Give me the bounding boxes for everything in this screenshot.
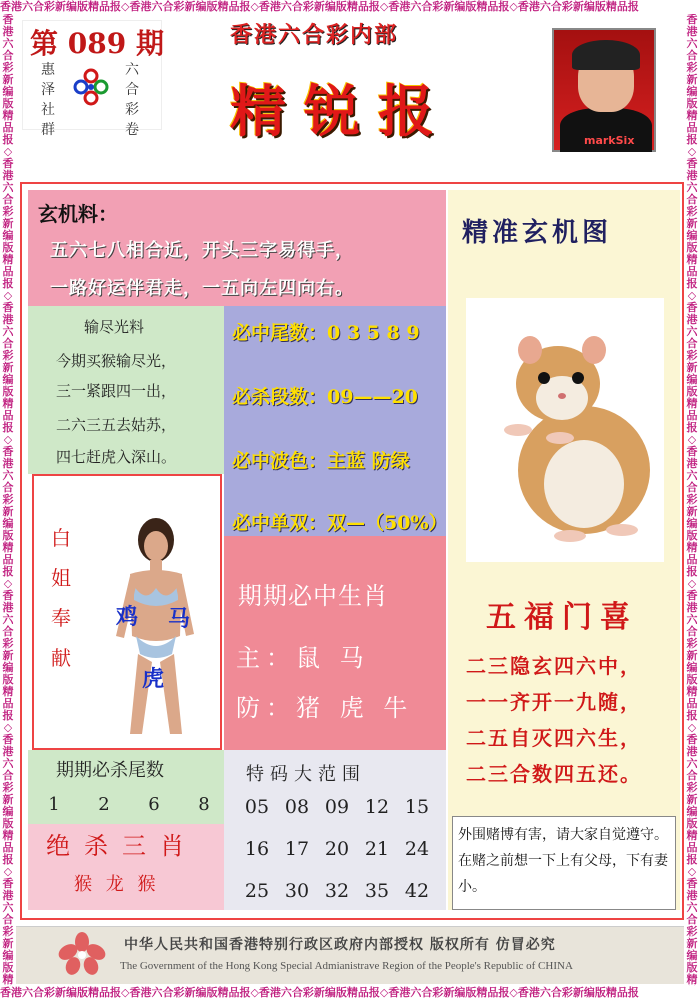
riddle-line: 一路好运伴君走，一五向左四向右。 <box>50 278 354 299</box>
zodiac-guard: 防：猪 虎 牛 <box>236 694 414 722</box>
lady-vertical-text <box>48 518 74 678</box>
lady-char: 献 <box>51 646 71 670</box>
brand-title: 香港六合彩内部 <box>230 22 399 48</box>
lady-zodiac: 虎 <box>142 666 165 692</box>
range-number: 32 <box>324 880 350 902</box>
key-line-oddeven: 必中单双：双—（50%） <box>232 512 448 534</box>
range-number: 17 <box>284 838 310 860</box>
zodiac-title: 期期必中生肖 <box>238 582 388 610</box>
poem-line: 四七赶虎入深山。 <box>56 448 177 466</box>
footer-english-text: The Government of the Hong Kong Special Admianistrave Region of the People's Republic of CHINA <box>120 960 573 972</box>
top-border-text: 香港六合彩新编版精品报◇香港六合彩新编版精品报◇香港六合彩新编版精品报◇香港六合彩新编版精品报◇香港六合彩新编版精品报 <box>0 0 639 13</box>
lottery-logo-icon <box>72 68 110 106</box>
range-number: 12 <box>364 796 390 818</box>
range-number: 20 <box>324 838 350 860</box>
left-border-text: 香港六合彩新编版精品报◇香港六合彩新编版精品报◇香港六合彩新编版精品报◇香港六合彩新编版精品报◇香港六合彩新编版精品报◇香港六合彩新编版精品报◇香港六合彩新编版精 <box>2 14 14 986</box>
footer-chinese-text: 中华人民共和国香港特别行政区政府内部授权 版权所有 仿冒必究 <box>124 937 556 953</box>
fortune-line: 二五自灭四六生， <box>466 726 642 750</box>
logo-left-text: 惠泽社群 <box>41 62 55 138</box>
riddle-line: 五六七八相合近，开头三字易得手， <box>50 240 354 261</box>
notice-text: 外围赌博有害，请大家自觉遵守。在赌之前想一下上有父母，下有妻小。 <box>458 827 668 895</box>
range-title: 特码大范围 <box>246 764 366 785</box>
presenter-photo <box>552 28 656 152</box>
hamster-box <box>466 298 664 562</box>
fortune-title: 五福门喜 <box>486 600 638 635</box>
photo-logo: markSix <box>584 134 635 147</box>
poem-line: 今期买猴输尽光， <box>56 352 177 370</box>
photo-hair <box>572 40 640 70</box>
fortune-line: 一一齐开一九随， <box>466 690 642 714</box>
range-number: 21 <box>364 838 390 860</box>
kill-digit: 1 <box>48 794 60 815</box>
lady-char: 姐 <box>51 566 71 590</box>
bauhinia-flower-icon <box>56 932 108 976</box>
range-number: 42 <box>404 880 430 902</box>
kill-title: 期期必杀尾数 <box>56 760 164 781</box>
range-number: 35 <box>364 880 390 902</box>
riddle-label: 玄机料： <box>38 202 118 226</box>
fortune-line: 二三合数四五还。 <box>466 762 642 786</box>
lady-char: 奉 <box>51 606 71 630</box>
key-line-tail: 必中尾数：0 3 5 8 9 <box>232 322 420 344</box>
hamster-image <box>466 298 664 562</box>
logo-block <box>34 60 152 138</box>
range-number: 25 <box>244 880 270 902</box>
range-number: 24 <box>404 838 430 860</box>
three-animals: 猴 龙 猴 <box>74 874 160 895</box>
lady-char: 白 <box>51 526 71 550</box>
poem-line: 三一紧跟四一出， <box>56 382 177 400</box>
page-title: 精锐报 <box>230 79 452 145</box>
zodiac-main: 主：鼠 马 <box>236 644 370 672</box>
three-title: 绝杀三肖 <box>46 832 198 860</box>
right-border-text: 香港六合彩新编版精品报◇香港六合彩新编版精品报◇香港六合彩新编版精品报◇香港六合彩新编版精品报◇香港六合彩新编版精品报◇香港六合彩新编版精品报◇香港六合彩新编版精 <box>686 14 698 986</box>
kill-digit: 6 <box>148 794 160 815</box>
bottom-border-text: 香港六合彩新编版精品报◇香港六合彩新编版精品报◇香港六合彩新编版精品报◇香港六合彩新编版精品报◇香港六合彩新编版精品报 <box>0 986 639 999</box>
lady-zodiac: 鸡 <box>116 604 139 630</box>
range-number: 08 <box>284 796 310 818</box>
range-number: 30 <box>284 880 310 902</box>
key-line-segment: 必杀段数：09——20 <box>232 386 418 408</box>
range-number: 05 <box>244 796 270 818</box>
range-number: 15 <box>404 796 430 818</box>
lady-zodiac: 马 <box>168 606 191 632</box>
poem-title: 输尽光料 <box>84 318 145 336</box>
key-line-wave: 必中波色：主蓝 防绿 <box>232 450 410 472</box>
logo-right-text: 六合彩卷 <box>125 62 139 138</box>
issue-number: 第 089 期 <box>30 27 164 60</box>
range-number: 09 <box>324 796 350 818</box>
kill-digit: 2 <box>98 794 110 815</box>
fortune-line: 二三隐玄四六中， <box>466 654 642 678</box>
kill-digit: 8 <box>198 794 210 815</box>
range-number: 16 <box>244 838 270 860</box>
figure-title: 精准玄机图 <box>462 218 613 248</box>
poem-line: 二六三五去姑苏， <box>56 416 177 434</box>
